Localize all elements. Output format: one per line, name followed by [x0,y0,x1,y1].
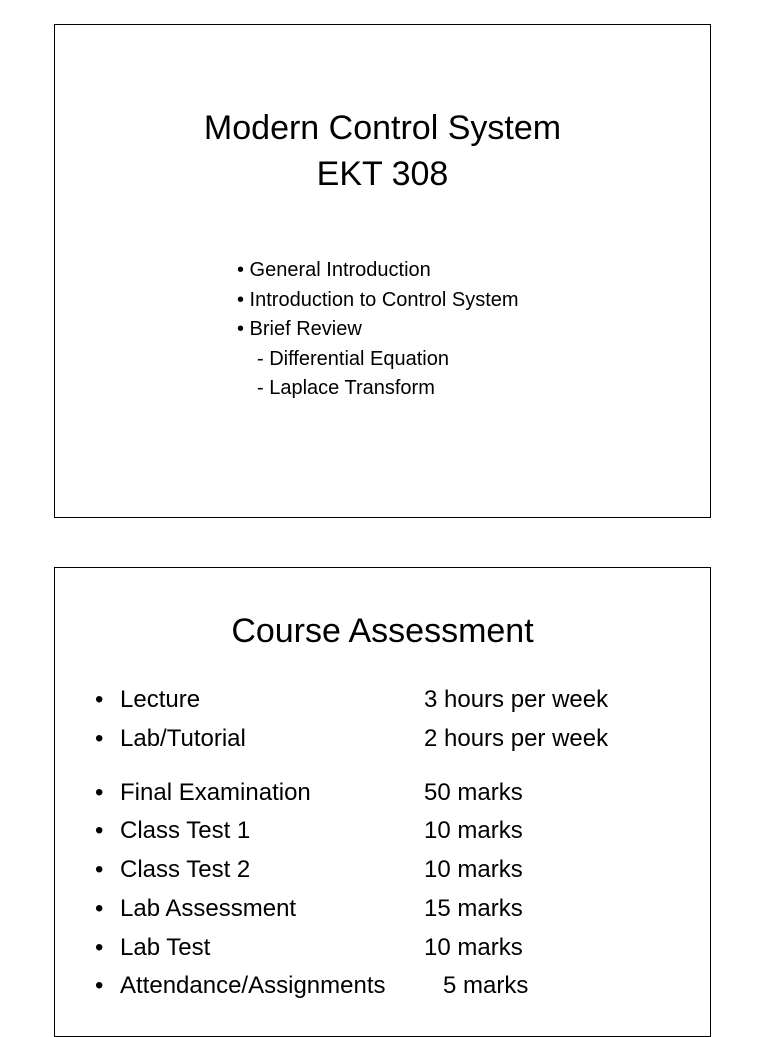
topic-item: • Brief Review [237,318,362,340]
slide-title: Course Assessment [231,612,534,650]
bullet: • [95,817,104,844]
topic-list [237,256,519,404]
assessment-value: 3 hours per week [424,686,609,713]
assessment-label: Lab Test [120,934,211,961]
bullet: • [95,972,104,999]
bullet: • [95,895,104,922]
bullet: • [95,779,104,806]
bullet: • [95,686,104,713]
assessment-label: Lab Assessment [120,895,297,922]
assessment-label: Lab/Tutorial [120,725,246,752]
assessment-label: Attendance/Assignments [120,972,386,999]
topic-subitem: - Laplace Transform [257,377,435,399]
slide-2 [54,567,711,1037]
assessment-label: Lecture [120,686,201,713]
assessment-value: 10 marks [424,817,523,844]
slide-title [55,105,710,197]
bullet: • [95,725,104,752]
assessment-value: 5 marks [443,972,529,999]
assessment-label: Final Examination [120,779,311,806]
course-name: Modern Control System [203,109,562,147]
topic-subitem: - Differential Equation [257,347,449,370]
slide-1 [54,24,711,518]
assessment-value: 10 marks [424,856,523,883]
course-code: EKT 308 [316,155,449,193]
assessment-value: 2 hours per week [424,725,609,752]
topic-item: • General Introduction [237,259,431,281]
bullet: • [95,856,104,883]
assessment-label: Class Test 1 [120,817,251,844]
assessment-value: 15 marks [424,895,523,922]
bullet: • [95,934,104,961]
assessment-label: Class Test 2 [120,856,251,883]
assessment-value: 50 marks [424,779,523,806]
assessment-value: 10 marks [424,934,523,961]
topic-item: • Introduction to Control System [237,288,519,311]
